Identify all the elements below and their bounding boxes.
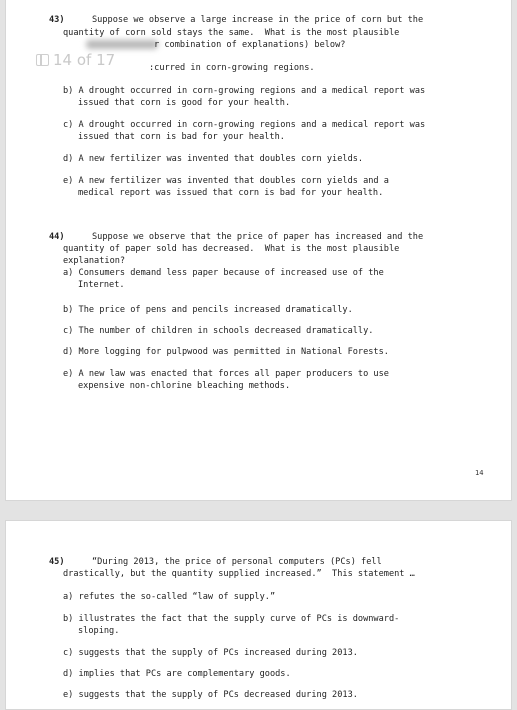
q45-option-b-line2: sloping.: [78, 626, 120, 636]
q44-option-c: c) The number of children in schools decreased dramatically.: [63, 326, 374, 336]
q44-option-e-line2: expensive non-chlorine bleaching methods.: [78, 381, 291, 391]
q43-stem-line3: r combination of explanations) below?: [154, 40, 346, 50]
q44-stem-line1: Suppose we observe that the price of paper has increased and the: [92, 232, 424, 242]
q43-option-e-line2: medical report was issued that corn is bad for your health.: [78, 188, 384, 198]
q43-option-c-line1: c) A drought occurred in corn-growing regions and a medical report was: [63, 120, 426, 130]
redacted-text: [86, 40, 158, 49]
page-number: 14: [475, 469, 484, 477]
q43-option-b-line2: issued that corn is good for your health.: [78, 98, 291, 108]
q44-option-d: d) More logging for pulpwood was permitted in National Forests.: [63, 347, 389, 357]
q44-option-a-line2: Internet.: [78, 280, 125, 290]
q43-number: 43): [49, 15, 65, 25]
q43-option-b-line1: b) A drought occurred in corn-growing regions and a medical report was: [63, 86, 426, 96]
q45-option-a: a) refutes the so-called “law of supply.”: [63, 592, 276, 602]
q45-option-b-line1: b) illustrates the fact that the supply curve of PCs is downward-: [63, 614, 400, 624]
q43-option-c-line2: issued that corn is bad for your health.: [78, 132, 285, 142]
q45-option-e: e) suggests that the supply of PCs decreased during 2013.: [63, 690, 358, 700]
q45-option-c: c) suggests that the supply of PCs increased during 2013.: [63, 648, 358, 658]
q44-option-b: b) The price of pens and pencils increased dramatically.: [63, 305, 353, 315]
q44-number: 44): [49, 232, 65, 242]
q44-stem-line3: explanation?: [63, 256, 126, 266]
q45-number: 45): [49, 557, 65, 567]
q43-option-e-line1: e) A new fertilizer was invented that doubles corn yields and a: [63, 176, 389, 186]
document-page-14: [5, 0, 512, 501]
page-indicator-text: 14 of 17: [53, 51, 116, 69]
q45-stem-line1: “During 2013, the price of personal computers (PCs) fell: [92, 557, 382, 567]
q44-option-a-line1: a) Consumers demand less paper because of increased use of the: [63, 268, 384, 278]
document-page-15: [5, 520, 512, 710]
q45-option-d: d) implies that PCs are complementary goods.: [63, 669, 291, 679]
q43-option-a: :curred in corn-growing regions.: [149, 63, 315, 73]
q43-stem-line1: Suppose we observe a large increase in the price of corn but the: [92, 15, 424, 25]
q44-option-e-line1: e) A new law was enacted that forces all paper producers to use: [63, 369, 389, 379]
page-icon: [36, 54, 49, 66]
q44-stem-line2: quantity of paper sold has decreased. What is the most plausible: [63, 244, 400, 254]
q45-stem-line2: drastically, but the quantity supplied increased.” This statement …: [63, 569, 415, 579]
q43-stem-line2: quantity of corn sold stays the same. What is the most plausible: [63, 28, 400, 38]
q43-option-d: d) A new fertilizer was invented that doubles corn yields.: [63, 154, 364, 164]
page-indicator: [36, 51, 148, 69]
